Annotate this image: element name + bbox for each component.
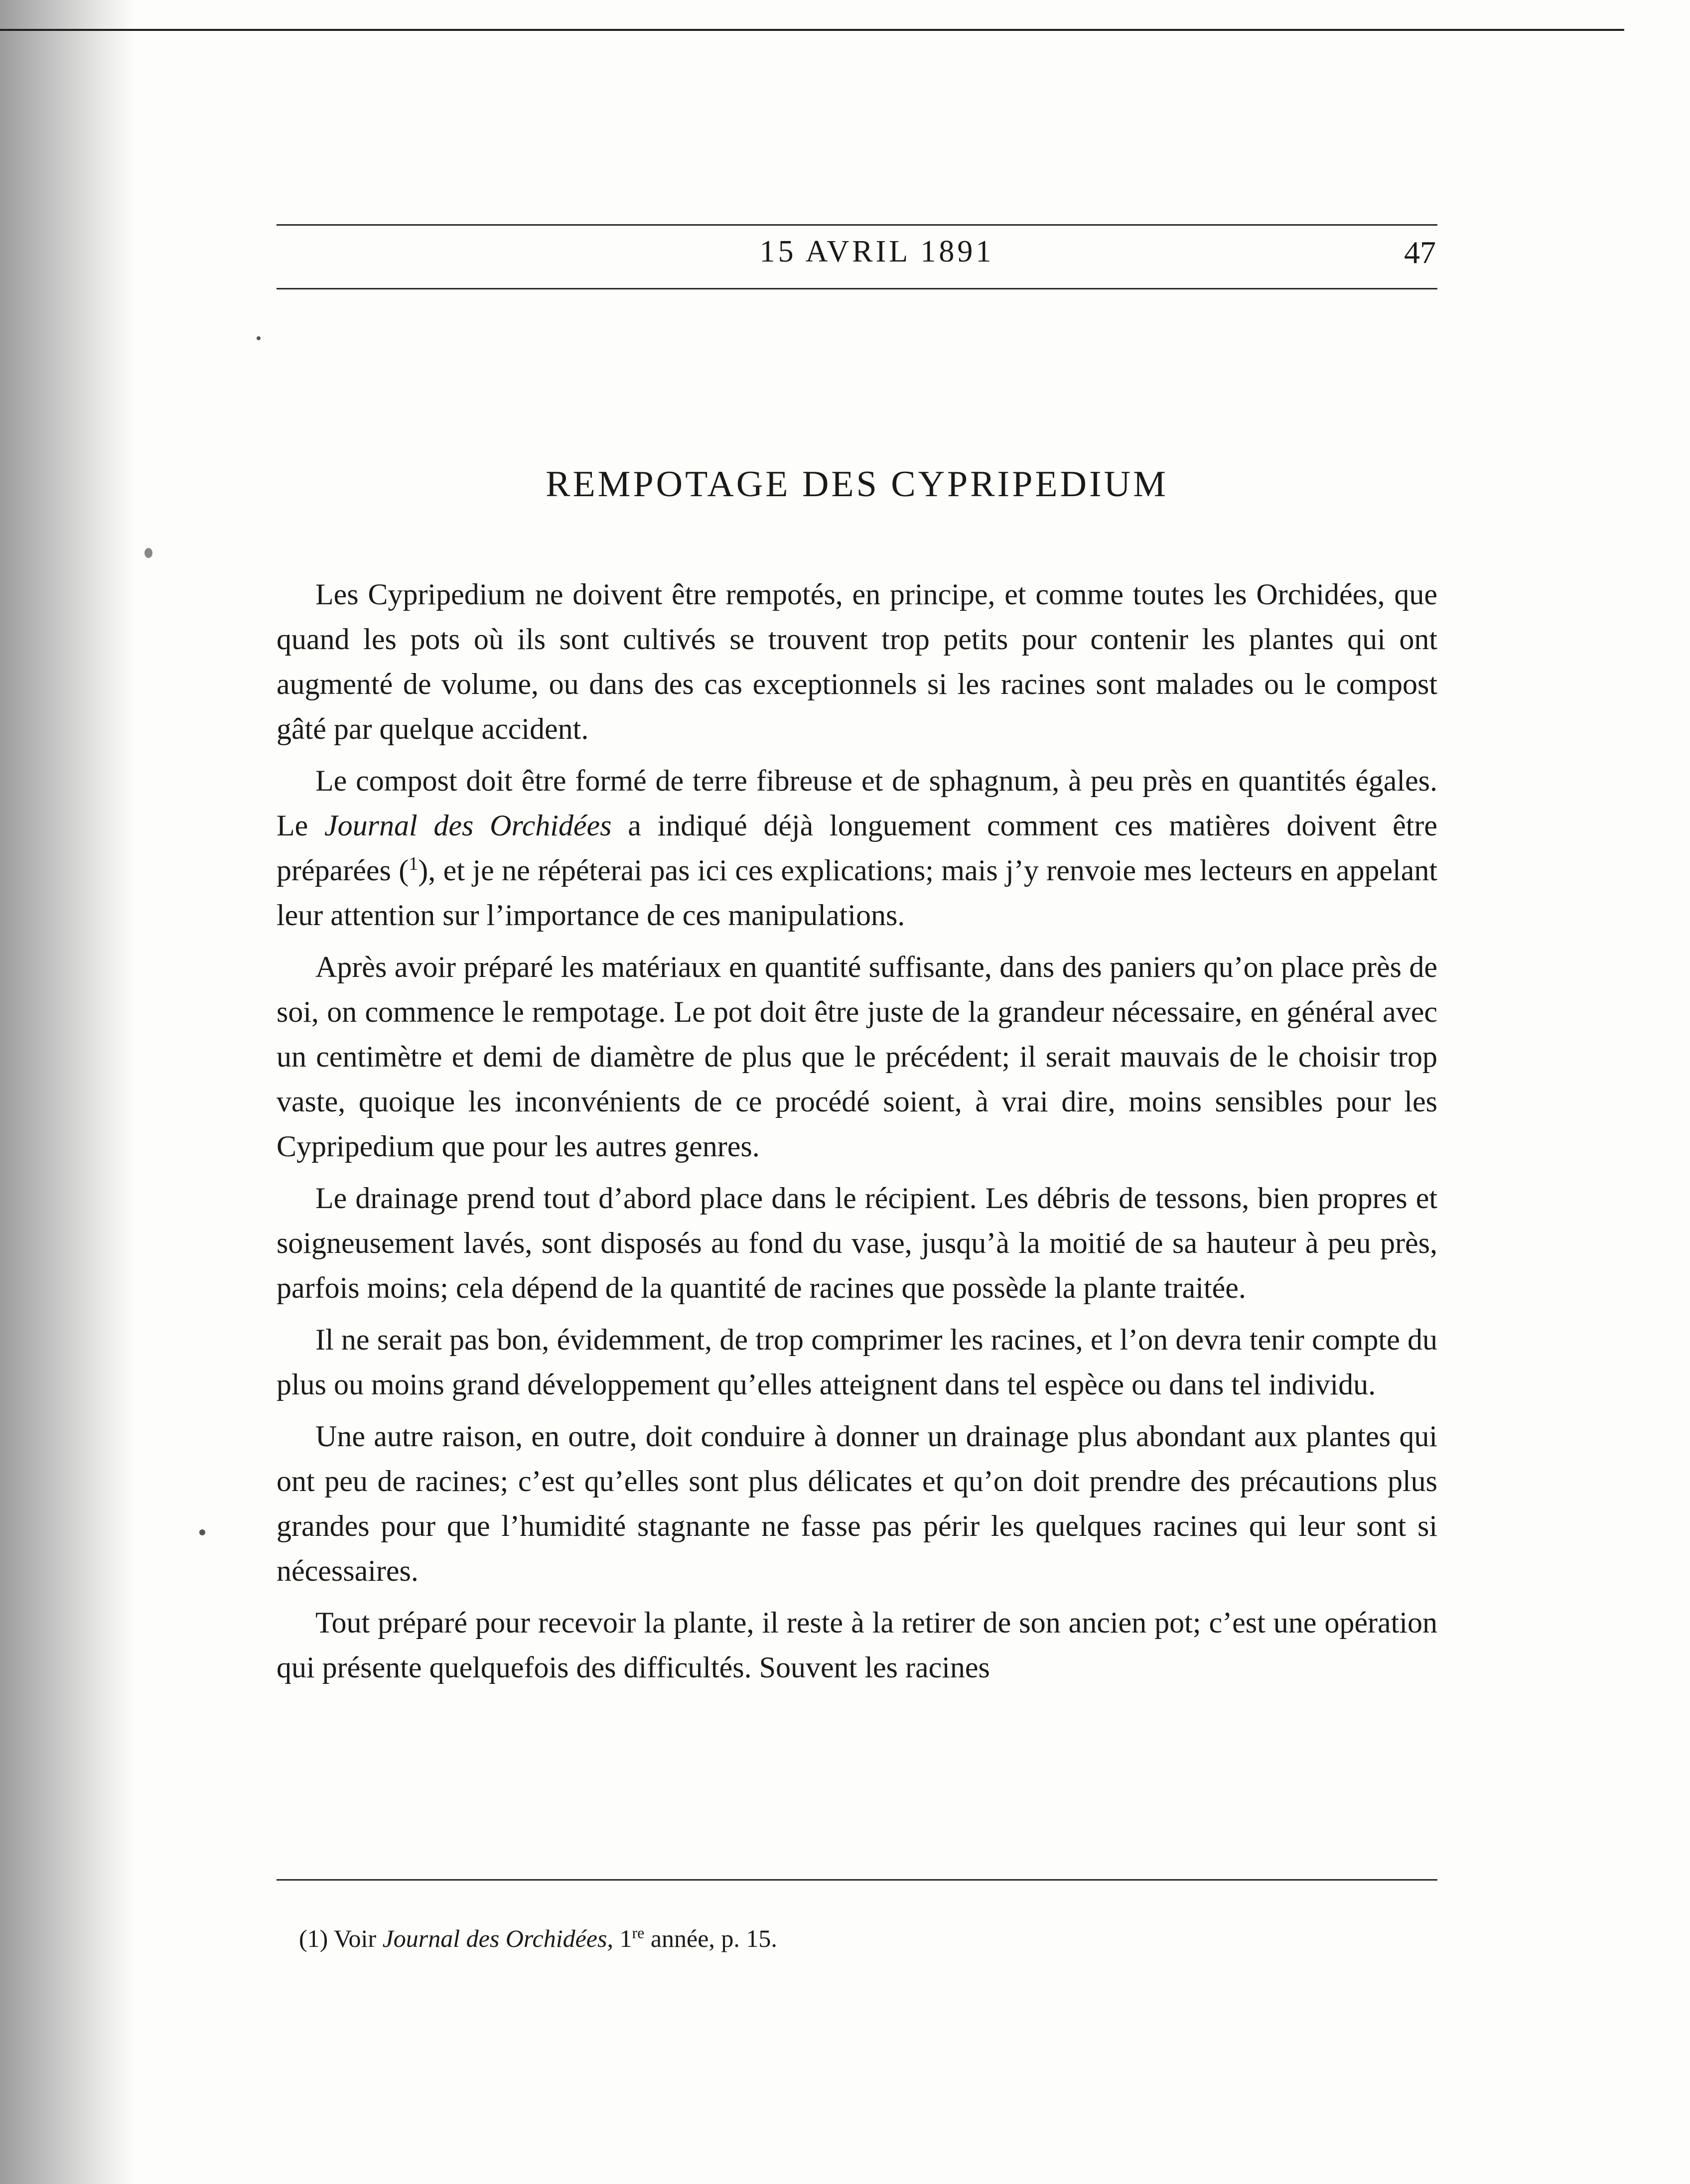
paragraph-2-text-b: a indiqué déjà longuement comment ces matières doivent être préparées ( <box>277 809 1437 887</box>
footnote-rule <box>277 1879 1437 1881</box>
scan-speck <box>257 336 261 340</box>
header-rule-top <box>277 224 1437 226</box>
scan-edge-line <box>0 29 1624 31</box>
header-rule-bottom <box>277 288 1437 289</box>
scan-speck <box>199 1529 205 1535</box>
scan-speck <box>144 548 152 558</box>
paragraph-2 <box>277 758 1437 938</box>
paragraph-4: Le drainage prend tout d’abord place dans le récipient. Les débris de tessons, bien propres et soigneusement lavés, sont disposés au fond du vase, jusqu’à la moitié de sa hauteur à peu près, parfois moins; cela dépend de la quantité de racines que possède la plante traitée. <box>277 1182 1437 1304</box>
paragraph-5: Il ne serait pas bon, évidemment, de trop comprimer les racines, et l’on devra tenir compte du plus ou moins grand développement qu’elles atteignent dans tel espèce ou dans tel individu. <box>277 1323 1437 1401</box>
paragraph-1: Les Cypripedium ne doivent être rempotés, en principe, et comme toutes les Orchidées, que quand les pots où ils sont cultivés se trouvent trop petits pour contenir les plantes qui ont augmenté de volume, ou dans des cas exceptionnels si les racines sont malades ou le compost gâté par quelque accident. <box>277 578 1437 745</box>
footnote-marker: (1) Voir <box>299 1924 383 1952</box>
paragraph-2-text-a: Le compost doit être formé de terre fibreuse et de sphagnum, à peu près en quantités égales. Le <box>277 764 1437 842</box>
article-body <box>277 572 1437 1697</box>
page-number: 47 <box>1404 235 1436 270</box>
footnote-rest: année, p. 15. <box>644 1924 777 1952</box>
journal-title-italic: Journal des Orchidées <box>324 809 612 842</box>
paragraph-7: Tout préparé pour recevoir la plante, il reste à la retirer de son ancien pot; c’est une opération qui présente quelquefois des difficultés. Souvent les racines <box>277 1606 1437 1684</box>
footnote-journal-italic: Journal des Orchidées <box>382 1924 607 1952</box>
running-head-date: 15 AVRIL 1891 <box>759 235 994 269</box>
footnote-superscript: re <box>632 1923 645 1942</box>
paragraph-6: Une autre raison, en outre, doit conduire à donner un drainage plus abondant aux plantes qui ont peu de racines; c’est qu’elles sont plus délicates et qu’on doit prendre des précautions plus grandes pour que l’humidité stagnante ne fasse pas périr les quelques racines qui leur sont si nécessaires. <box>277 1420 1437 1587</box>
paragraph-2-text-c: ), et je ne répéterai pas ici ces explications; mais j’y renvoie mes lecteurs en appelant leur attention sur l’importance de ces manipulations. <box>277 854 1437 932</box>
footnote-sep: , 1 <box>607 1924 632 1952</box>
binding-shadow <box>0 0 135 2184</box>
footnote-reference: 1 <box>409 853 419 874</box>
article-title: REMPOTAGE DES CYPRIPEDIUM <box>546 464 1168 505</box>
footnote <box>299 1924 1395 1953</box>
paragraph-3: Après avoir préparé les matériaux en quantité suffisante, dans des paniers qu’on place près de soi, on commence le rempotage. Le pot doit être juste de la grandeur nécessaire, en général avec un centimètre et demi de diamètre de plus que le précédent; il serait mauvais de le choisir trop vaste, quoique les inconvénients de ce procédé soient, à vrai dire, moins sensibles pour les Cypripedium que pour les autres genres. <box>277 951 1437 1163</box>
